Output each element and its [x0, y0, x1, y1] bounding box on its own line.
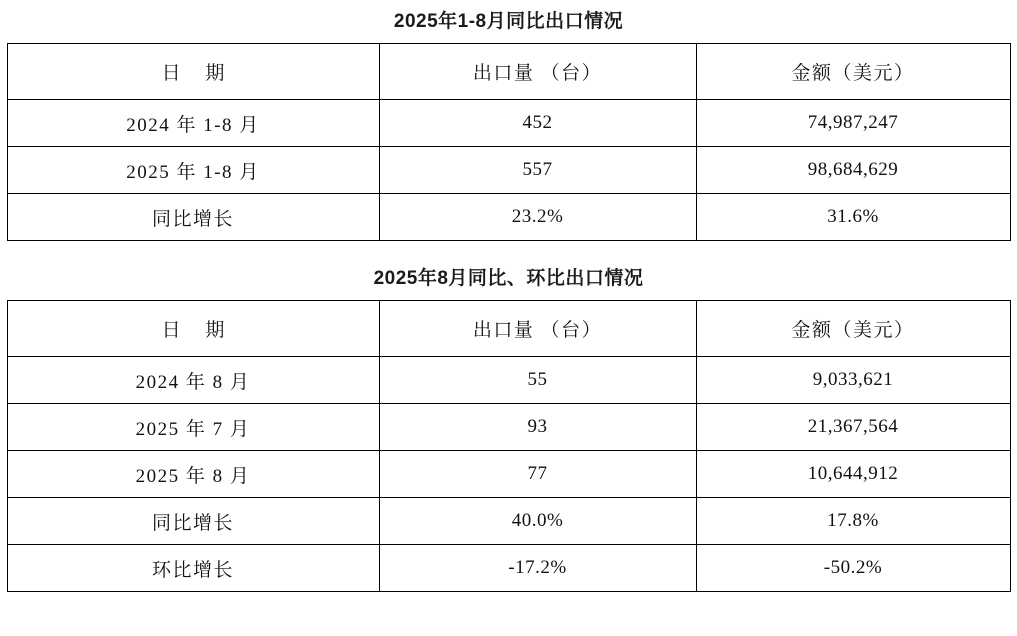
row-quantity: 23.2%	[379, 194, 696, 241]
row-quantity: 557	[379, 147, 696, 194]
row-quantity: 77	[379, 451, 696, 498]
row-label: 同比增长	[7, 194, 379, 241]
table-row	[7, 545, 1010, 592]
row-amount: 21,367,564	[696, 404, 1010, 451]
row-label: 2025 年 8 月	[7, 451, 379, 498]
row-quantity: -17.2%	[379, 545, 696, 592]
export-table-august	[7, 300, 1011, 592]
row-amount: 17.8%	[696, 498, 1010, 545]
row-amount: 74,987,247	[696, 100, 1010, 147]
row-quantity: 55	[379, 357, 696, 404]
row-amount: 31.6%	[696, 194, 1010, 241]
table-row	[7, 357, 1010, 404]
column-header-date: 日 期	[7, 301, 379, 357]
row-amount: -50.2%	[696, 545, 1010, 592]
section-monthly-comparison	[0, 241, 1017, 592]
row-quantity: 452	[379, 100, 696, 147]
section-annual-comparison	[0, 0, 1017, 241]
column-header-amount: 金额（美元）	[696, 44, 1010, 100]
row-amount: 10,644,912	[696, 451, 1010, 498]
row-quantity: 93	[379, 404, 696, 451]
table-row	[7, 100, 1010, 147]
row-label: 2024 年 8 月	[7, 357, 379, 404]
export-table-jan-aug	[7, 43, 1011, 241]
table-row	[7, 498, 1010, 545]
table-row	[7, 404, 1010, 451]
row-label: 2025 年 7 月	[7, 404, 379, 451]
row-amount: 98,684,629	[696, 147, 1010, 194]
row-label: 环比增长	[7, 545, 379, 592]
row-label: 2024 年 1-8 月	[7, 100, 379, 147]
row-label: 2025 年 1-8 月	[7, 147, 379, 194]
table-row	[7, 147, 1010, 194]
section-title: 2025年8月同比、环比出口情况	[373, 268, 644, 289]
column-header-quantity: 出口量 （台）	[379, 301, 696, 357]
page-title: 2025年1-8月同比出口情况	[393, 11, 624, 32]
row-amount: 9,033,621	[696, 357, 1010, 404]
table-row	[7, 194, 1010, 241]
row-label: 同比增长	[7, 498, 379, 545]
table-header-row	[7, 44, 1010, 100]
column-header-quantity: 出口量 （台）	[379, 44, 696, 100]
column-header-date: 日 期	[7, 44, 379, 100]
table-header-row	[7, 301, 1010, 357]
row-quantity: 40.0%	[379, 498, 696, 545]
column-header-amount: 金额（美元）	[696, 301, 1010, 357]
table-row	[7, 451, 1010, 498]
